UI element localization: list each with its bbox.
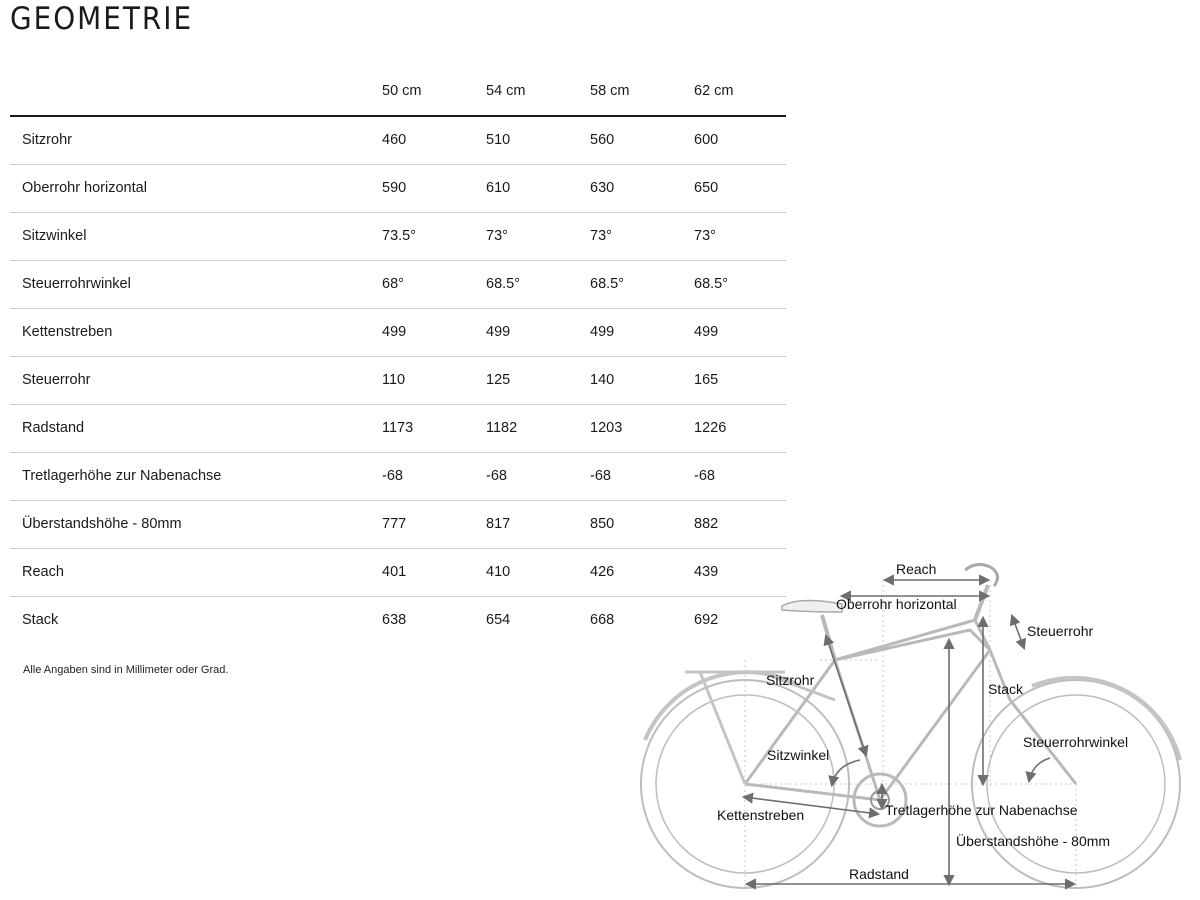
column-header: 58 cm (590, 67, 694, 116)
table-cell: 426 (590, 548, 694, 596)
seat-post (822, 615, 835, 660)
table-cell: 73° (590, 212, 694, 260)
row-label: Oberrohr horizontal (10, 164, 382, 212)
page-title: GEOMETRIE (10, 1, 194, 37)
row-label: Sitzwinkel (10, 212, 382, 260)
column-header: 62 cm (694, 67, 786, 116)
table-cell: 668 (590, 612, 615, 629)
table-cell: 817 (486, 500, 590, 548)
table-cell: 68.5° (486, 260, 590, 308)
table-cell: 410 (486, 548, 590, 596)
label-ueberstand: Überstandshöhe - 80mm (956, 833, 1111, 849)
row-label: Stack (22, 612, 59, 629)
label-kettenstreben: Kettenstreben (717, 807, 805, 823)
handlebar-icon (965, 564, 998, 586)
table-cell: 68° (382, 260, 486, 308)
row-label: Steuerrohr (10, 356, 382, 404)
table-cell: 882 (694, 500, 786, 548)
label-steuerrohrwinkel: Steuerrohrwinkel (1023, 734, 1129, 750)
table-cell: 73.5° (382, 212, 486, 260)
table-cell: 654 (486, 612, 511, 629)
table-cell: 590 (382, 164, 486, 212)
table-cell: 1203 (590, 404, 694, 452)
table-cell: 73° (694, 212, 786, 260)
table-cell: 1182 (486, 404, 590, 452)
table-cell: 692 (694, 612, 719, 629)
label-steuerrohr: Steuerrohr (1027, 623, 1094, 639)
row-label: Überstandshöhe - 80mm (10, 500, 382, 548)
table-cell: 110 (382, 356, 486, 404)
table-cell: 499 (590, 308, 694, 356)
table-cell: 560 (590, 116, 694, 164)
table-cell: 1226 (694, 404, 786, 452)
row-label: Steuerrohrwinkel (10, 260, 382, 308)
table-cell: 777 (382, 500, 486, 548)
label-sitzrohr: Sitzrohr (766, 672, 815, 688)
row-label: Tretlagerhöhe zur Nabenachse (10, 452, 382, 500)
table-cell: 850 (590, 500, 694, 548)
label-tretlager: Tretlagerhöhe zur Nabenachse (885, 802, 1078, 818)
table-cell: 68.5° (590, 260, 694, 308)
label-reach: Reach (896, 561, 937, 577)
table-cell: 510 (486, 116, 590, 164)
label-radstand: Radstand (849, 866, 909, 882)
table-cell: 125 (486, 356, 590, 404)
label-stack: Stack (988, 681, 1024, 697)
table-cell: 638 (382, 612, 407, 629)
table-cell: 1173 (382, 404, 486, 452)
row-label: Radstand (10, 404, 382, 452)
saddle-icon (782, 600, 842, 612)
table-cell: 73° (486, 212, 590, 260)
table-cell: 499 (382, 308, 486, 356)
stem (975, 585, 988, 620)
table-cell: 600 (694, 116, 786, 164)
row-label: Sitzrohr (10, 116, 382, 164)
column-header: 50 cm (382, 67, 486, 116)
table-cell: -68 (694, 452, 786, 500)
table-cell: 650 (694, 164, 786, 212)
table-cell: 140 (590, 356, 694, 404)
table-cell: 401 (382, 548, 486, 596)
table-cell: 499 (486, 308, 590, 356)
table-cell: -68 (486, 452, 590, 500)
footnote: Alle Angaben sind in Millimeter oder Grad. (23, 664, 229, 676)
table-cell: 68.5° (694, 260, 786, 308)
table-cell: 165 (694, 356, 786, 404)
table-cell: -68 (382, 452, 486, 500)
table-cell: 499 (694, 308, 786, 356)
table-cell: 610 (486, 164, 590, 212)
row-label: Reach (10, 548, 382, 596)
label-sitzwinkel: Sitzwinkel (767, 747, 830, 763)
column-header: 54 cm (486, 67, 590, 116)
row-label: Kettenstreben (10, 308, 382, 356)
label-oberrohr: Oberrohr horizontal (836, 596, 957, 612)
table-cell: 460 (382, 116, 486, 164)
table-cell: -68 (590, 452, 694, 500)
table-cell: 630 (590, 164, 694, 212)
table-cell: 439 (694, 548, 786, 596)
